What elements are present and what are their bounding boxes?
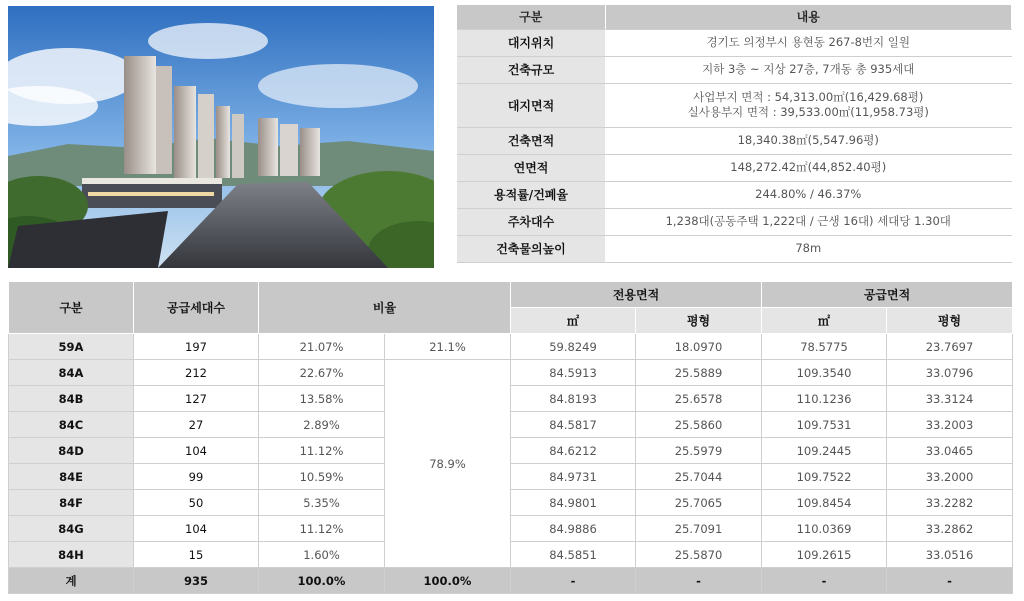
unit-ratio: 11.12% — [259, 516, 385, 542]
unit-exclusive-pyeong: 25.5860 — [636, 412, 762, 438]
unit-exclusive-sqm: 84.5851 — [511, 542, 636, 568]
summary-row-floor-area-ratio — [457, 181, 1012, 208]
total-label: 계 — [9, 568, 134, 594]
unit-type: 84F — [9, 490, 134, 516]
unit-exclusive-sqm: 84.5817 — [511, 412, 636, 438]
unit-type: 59A — [9, 334, 134, 360]
unit-exclusive-sqm: 84.9886 — [511, 516, 636, 542]
total-ratio: 100.0% — [259, 568, 385, 594]
unit-type: 84H — [9, 542, 134, 568]
unit-supply-sqm: 109.7531 — [762, 412, 887, 438]
apartment-rendering-image — [8, 6, 434, 268]
unit-supply-sqm: 78.5775 — [762, 334, 887, 360]
summary-row-building-height — [457, 235, 1012, 262]
unit-header-ratio: 비율 — [259, 282, 511, 334]
summary-header-category: 구분 — [457, 5, 605, 29]
total-supply-sqm: - — [762, 568, 887, 594]
unit-exclusive-pyeong: 18.0970 — [636, 334, 762, 360]
summary-value: 148,272.42㎡(44,852.40평) — [605, 154, 1012, 181]
project-summary-table — [457, 5, 1012, 263]
table-row — [9, 542, 1013, 568]
summary-label: 대지면적 — [457, 83, 605, 127]
unit-supply-sqm: 110.1236 — [762, 386, 887, 412]
summary-value: 244.80% / 46.37% — [605, 181, 1012, 208]
unit-exclusive-pyeong: 25.5889 — [636, 360, 762, 386]
unit-type: 84B — [9, 386, 134, 412]
summary-label: 건축규모 — [457, 56, 605, 83]
unit-header-supply-count: 공급세대수 — [134, 282, 259, 334]
unit-header-supply-sqm: ㎡ — [762, 308, 887, 334]
table-row — [9, 334, 1013, 360]
unit-group-ratio: 21.1% — [385, 334, 511, 360]
unit-supply-pyeong: 33.0796 — [887, 360, 1013, 386]
table-row — [9, 412, 1013, 438]
table-row — [9, 438, 1013, 464]
unit-ratio: 22.67% — [259, 360, 385, 386]
unit-ratio: 1.60% — [259, 542, 385, 568]
unit-header-exclusive-sqm: ㎡ — [511, 308, 636, 334]
summary-row-building-scale — [457, 56, 1012, 83]
unit-type: 84A — [9, 360, 134, 386]
unit-exclusive-sqm: 84.6212 — [511, 438, 636, 464]
unit-exclusive-sqm: 84.5913 — [511, 360, 636, 386]
summary-row-building-area — [457, 127, 1012, 154]
unit-type: 84E — [9, 464, 134, 490]
summary-value: 78m — [605, 235, 1012, 262]
unit-exclusive-pyeong: 25.7091 — [636, 516, 762, 542]
unit-header-type: 구분 — [9, 282, 134, 334]
unit-ratio: 10.59% — [259, 464, 385, 490]
unit-header-supply-area: 공급면적 — [762, 282, 1013, 308]
summary-value: 1,238대(공동주택 1,222대 / 근생 16대) 세대당 1.30대 — [605, 208, 1012, 235]
unit-count: 127 — [134, 386, 259, 412]
summary-label: 연면적 — [457, 154, 605, 181]
summary-row-site-location — [457, 29, 1012, 56]
unit-supply-sqm: 109.8454 — [762, 490, 887, 516]
unit-supply-sqm: 109.2445 — [762, 438, 887, 464]
unit-supply-pyeong: 33.2282 — [887, 490, 1013, 516]
unit-exclusive-pyeong: 25.5870 — [636, 542, 762, 568]
unit-type: 84D — [9, 438, 134, 464]
unit-supply-pyeong: 33.0516 — [887, 542, 1013, 568]
summary-row-gross-floor-area — [457, 154, 1012, 181]
unit-supply-pyeong: 33.2003 — [887, 412, 1013, 438]
unit-supply-pyeong: 33.0465 — [887, 438, 1013, 464]
unit-supply-sqm: 110.0369 — [762, 516, 887, 542]
total-count: 935 — [134, 568, 259, 594]
table-row — [9, 464, 1013, 490]
unit-ratio: 5.35% — [259, 490, 385, 516]
unit-header-exclusive-pyeong: 평형 — [636, 308, 762, 334]
summary-header-row — [457, 5, 1012, 29]
summary-value-line-2: 실사용부지 면적 : 39,533.00㎡(11,958.73평) — [687, 105, 929, 119]
unit-count: 104 — [134, 516, 259, 542]
unit-ratio: 21.07% — [259, 334, 385, 360]
unit-exclusive-pyeong: 25.7044 — [636, 464, 762, 490]
unit-exclusive-pyeong: 25.7065 — [636, 490, 762, 516]
unit-supply-pyeong: 23.7697 — [887, 334, 1013, 360]
summary-label: 주차대수 — [457, 208, 605, 235]
unit-count: 104 — [134, 438, 259, 464]
unit-exclusive-sqm: 84.9801 — [511, 490, 636, 516]
table-row — [9, 490, 1013, 516]
summary-value: 경기도 의정부시 용현동 267-8번지 일원 — [605, 29, 1012, 56]
unit-count: 15 — [134, 542, 259, 568]
unit-supply-sqm: 109.2615 — [762, 542, 887, 568]
unit-supply-sqm: 109.7522 — [762, 464, 887, 490]
unit-ratio: 2.89% — [259, 412, 385, 438]
summary-label: 건축면적 — [457, 127, 605, 154]
unit-group-ratio: 78.9% — [385, 360, 511, 568]
summary-value-line-1: 사업부지 면적 : 54,313.00㎡(16,429.68평) — [693, 90, 924, 104]
total-supply-pyeong: - — [887, 568, 1013, 594]
unit-type: 84C — [9, 412, 134, 438]
unit-supply-table — [8, 281, 1013, 594]
table-row — [9, 516, 1013, 542]
unit-count: 197 — [134, 334, 259, 360]
summary-label: 건축물의높이 — [457, 235, 605, 262]
summary-row-parking — [457, 208, 1012, 235]
unit-exclusive-pyeong: 25.5979 — [636, 438, 762, 464]
summary-row-site-area — [457, 83, 1012, 127]
summary-label: 용적률/건폐율 — [457, 181, 605, 208]
total-row — [9, 568, 1013, 594]
total-exclusive-sqm: - — [511, 568, 636, 594]
unit-exclusive-pyeong: 25.6578 — [636, 386, 762, 412]
summary-value: 18,340.38㎡(5,547.96평) — [605, 127, 1012, 154]
summary-value: 지하 3층 ~ 지상 27층, 7개동 총 935세대 — [605, 56, 1012, 83]
table-row — [9, 386, 1013, 412]
unit-header-supply-pyeong: 평형 — [887, 308, 1013, 334]
summary-header-content: 내용 — [605, 5, 1012, 29]
unit-count: 50 — [134, 490, 259, 516]
unit-header-exclusive-area: 전용면적 — [511, 282, 762, 308]
unit-exclusive-sqm: 59.8249 — [511, 334, 636, 360]
unit-type: 84G — [9, 516, 134, 542]
unit-supply-sqm: 109.3540 — [762, 360, 887, 386]
unit-supply-pyeong: 33.3124 — [887, 386, 1013, 412]
summary-label: 대지위치 — [457, 29, 605, 56]
unit-count: 27 — [134, 412, 259, 438]
unit-count: 99 — [134, 464, 259, 490]
total-exclusive-pyeong: - — [636, 568, 762, 594]
unit-exclusive-sqm: 84.8193 — [511, 386, 636, 412]
unit-ratio: 11.12% — [259, 438, 385, 464]
unit-ratio: 13.58% — [259, 386, 385, 412]
unit-supply-pyeong: 33.2000 — [887, 464, 1013, 490]
unit-header-row-1 — [9, 282, 1013, 308]
table-row — [9, 360, 1013, 386]
summary-value — [605, 83, 1012, 127]
unit-exclusive-sqm: 84.9731 — [511, 464, 636, 490]
unit-supply-pyeong: 33.2862 — [887, 516, 1013, 542]
total-group-ratio: 100.0% — [385, 568, 511, 594]
unit-count: 212 — [134, 360, 259, 386]
